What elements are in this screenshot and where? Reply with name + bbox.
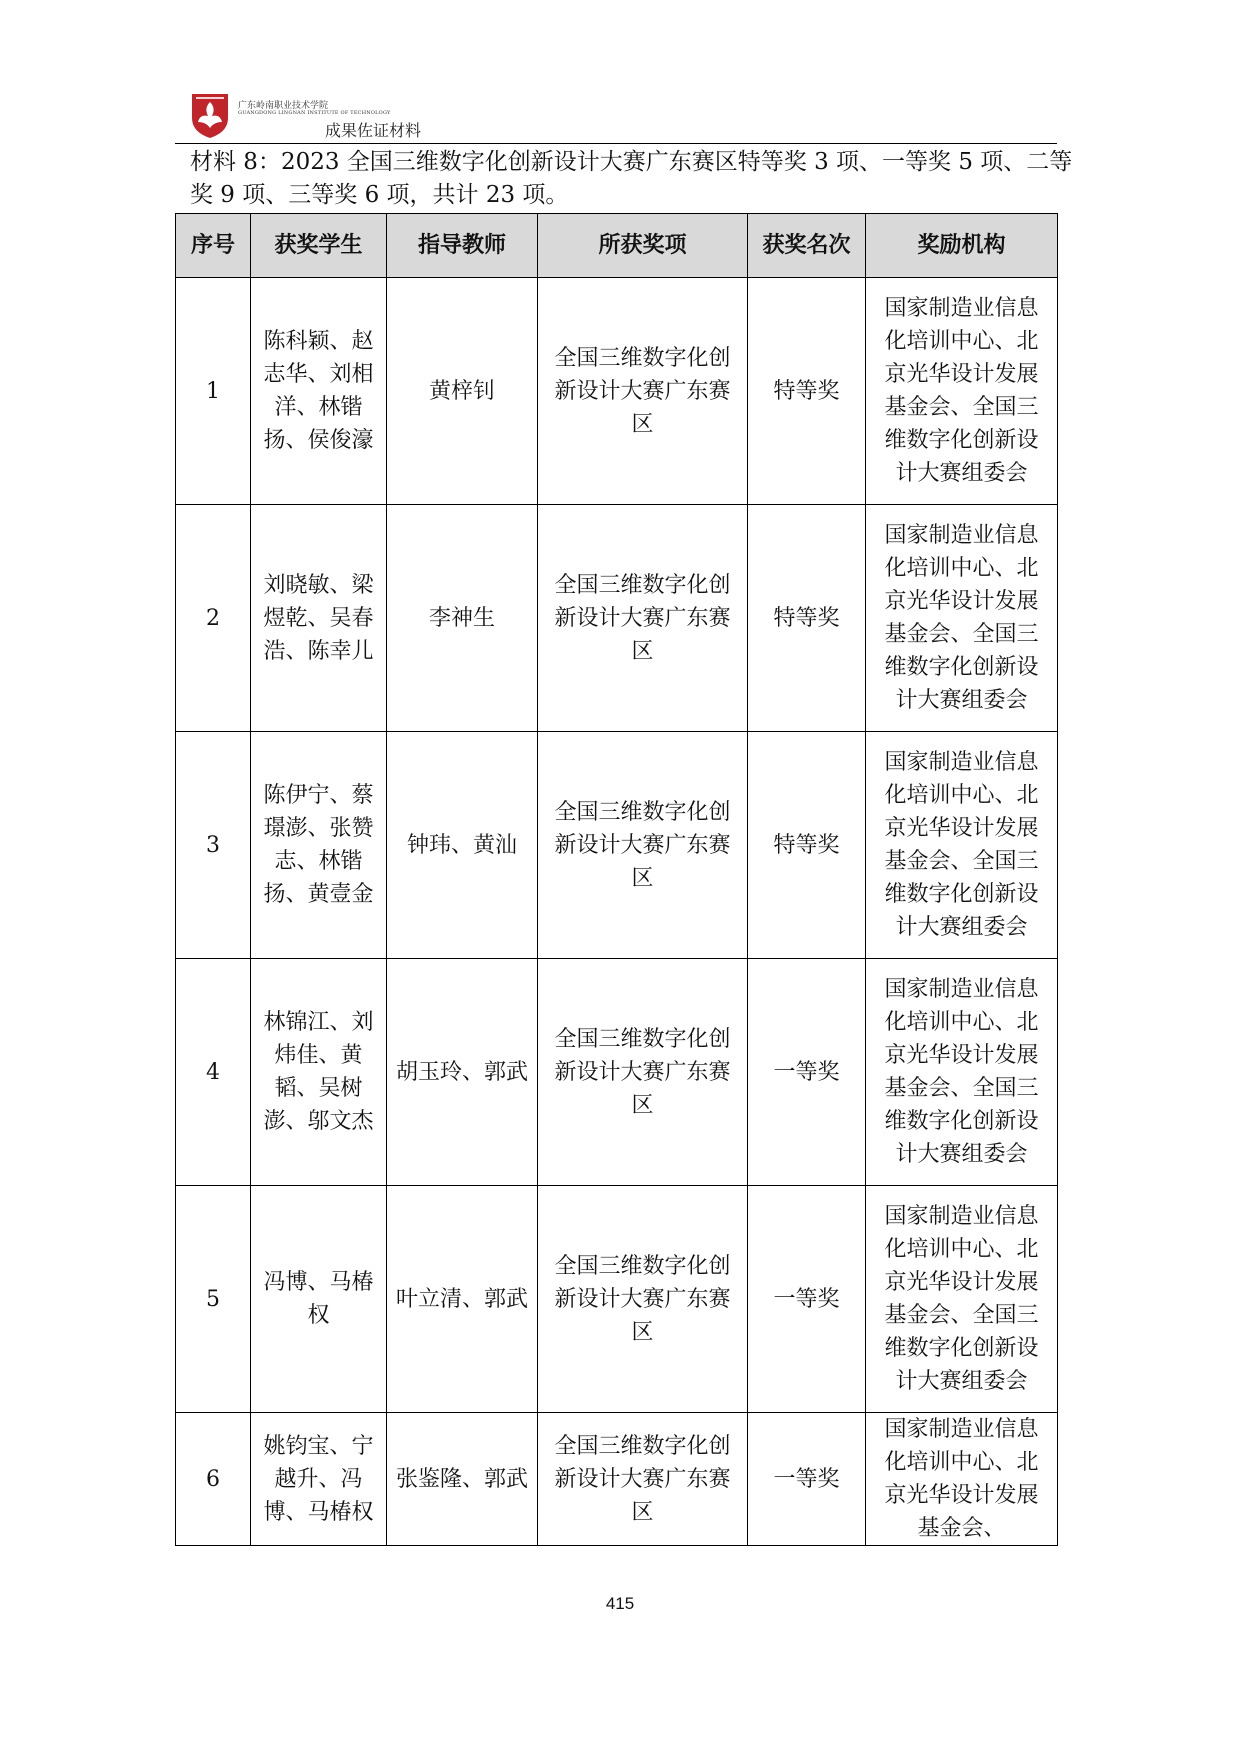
table-row xyxy=(176,959,1058,1186)
col-header-rank: 获奖名次 xyxy=(748,214,866,278)
cell-teacher: 黄梓钊 xyxy=(387,278,538,505)
cell-students: 冯博、马椿权 xyxy=(251,1186,387,1413)
cell-award: 全国三维数字化创新设计大赛广东赛区 xyxy=(538,278,748,505)
table-row xyxy=(176,505,1058,732)
table-row xyxy=(176,1186,1058,1413)
table-row xyxy=(176,278,1058,505)
col-header-org: 奖励机构 xyxy=(866,214,1058,278)
cell-teacher: 张鉴隆、郭武 xyxy=(387,1413,538,1546)
cell-org: 国家制造业信息化培训中心、北京光华设计发展基金会、全国三维数字化创新设计大赛组委会 xyxy=(866,959,1058,1186)
table-header-row xyxy=(176,214,1058,278)
cell-rank: 一等奖 xyxy=(748,1413,866,1546)
cell-award: 全国三维数字化创新设计大赛广东赛区 xyxy=(538,732,748,959)
cell-rank: 一等奖 xyxy=(748,959,866,1186)
cell-org: 国家制造业信息化培训中心、北京光华设计发展基金会、 xyxy=(866,1413,1058,1546)
intro-paragraph: 材料 8：2023 全国三维数字化创新设计大赛广东赛区特等奖 3 项、一等奖 5 项、二等奖 9 项、三等奖 6 项，共计 23 项。 xyxy=(190,149,1073,208)
table-row xyxy=(176,1413,1058,1546)
cell-students: 姚钧宝、宁越升、冯博、马椿权 xyxy=(251,1413,387,1546)
cell-no: 2 xyxy=(176,505,251,732)
cell-no: 6 xyxy=(176,1413,251,1546)
school-name-en: GUANGDONG LINGNAN INSTITUTE OF TECHNOLOGY xyxy=(238,110,391,116)
table-row xyxy=(176,732,1058,959)
cell-teacher: 叶立清、郭武 xyxy=(387,1186,538,1413)
cell-award: 全国三维数字化创新设计大赛广东赛区 xyxy=(538,1413,748,1546)
cell-org: 国家制造业信息化培训中心、北京光华设计发展基金会、全国三维数字化创新设计大赛组委会 xyxy=(866,505,1058,732)
cell-teacher: 钟玮、黄汕 xyxy=(387,732,538,959)
cell-org: 国家制造业信息化培训中心、北京光华设计发展基金会、全国三维数字化创新设计大赛组委会 xyxy=(866,278,1058,505)
cell-no: 5 xyxy=(176,1186,251,1413)
cell-teacher: 胡玉玲、郭武 xyxy=(387,959,538,1186)
cell-award: 全国三维数字化创新设计大赛广东赛区 xyxy=(538,505,748,732)
cell-no: 1 xyxy=(176,278,251,505)
cell-students: 刘晓敏、梁煜乾、吴春浩、陈幸儿 xyxy=(251,505,387,732)
col-header-no: 序号 xyxy=(176,214,251,278)
cell-rank: 特等奖 xyxy=(748,505,866,732)
cell-org: 国家制造业信息化培训中心、北京光华设计发展基金会、全国三维数字化创新设计大赛组委会 xyxy=(866,732,1058,959)
cell-award: 全国三维数字化创新设计大赛广东赛区 xyxy=(538,959,748,1186)
school-logo-icon xyxy=(190,92,230,140)
page-number: 415 xyxy=(605,1594,635,1613)
cell-students: 陈伊宁、蔡璟澎、张赞志、林锴扬、黄壹金 xyxy=(251,732,387,959)
page-header xyxy=(175,80,1057,145)
col-header-teacher: 指导教师 xyxy=(387,214,538,278)
col-header-students: 获奖学生 xyxy=(251,214,387,278)
cell-org: 国家制造业信息化培训中心、北京光华设计发展基金会、全国三维数字化创新设计大赛组委会 xyxy=(866,1186,1058,1413)
col-header-award: 所获奖项 xyxy=(538,214,748,278)
cell-no: 4 xyxy=(176,959,251,1186)
cell-rank: 特等奖 xyxy=(748,732,866,959)
header-title: 成果佐证材料 xyxy=(325,121,422,140)
cell-teacher: 李神生 xyxy=(387,505,538,732)
cell-students: 林锦江、刘炜佳、黄韬、吴树澎、邬文杰 xyxy=(251,959,387,1186)
school-name-cn: 广东岭南职业技术学院 xyxy=(238,101,329,111)
awards-table xyxy=(175,213,1058,1546)
cell-rank: 特等奖 xyxy=(748,278,866,505)
cell-rank: 一等奖 xyxy=(748,1186,866,1413)
cell-students: 陈科颖、赵志华、刘相洋、林锴扬、侯俊濠 xyxy=(251,278,387,505)
cell-award: 全国三维数字化创新设计大赛广东赛区 xyxy=(538,1186,748,1413)
header-divider xyxy=(175,143,1057,144)
cell-no: 3 xyxy=(176,732,251,959)
